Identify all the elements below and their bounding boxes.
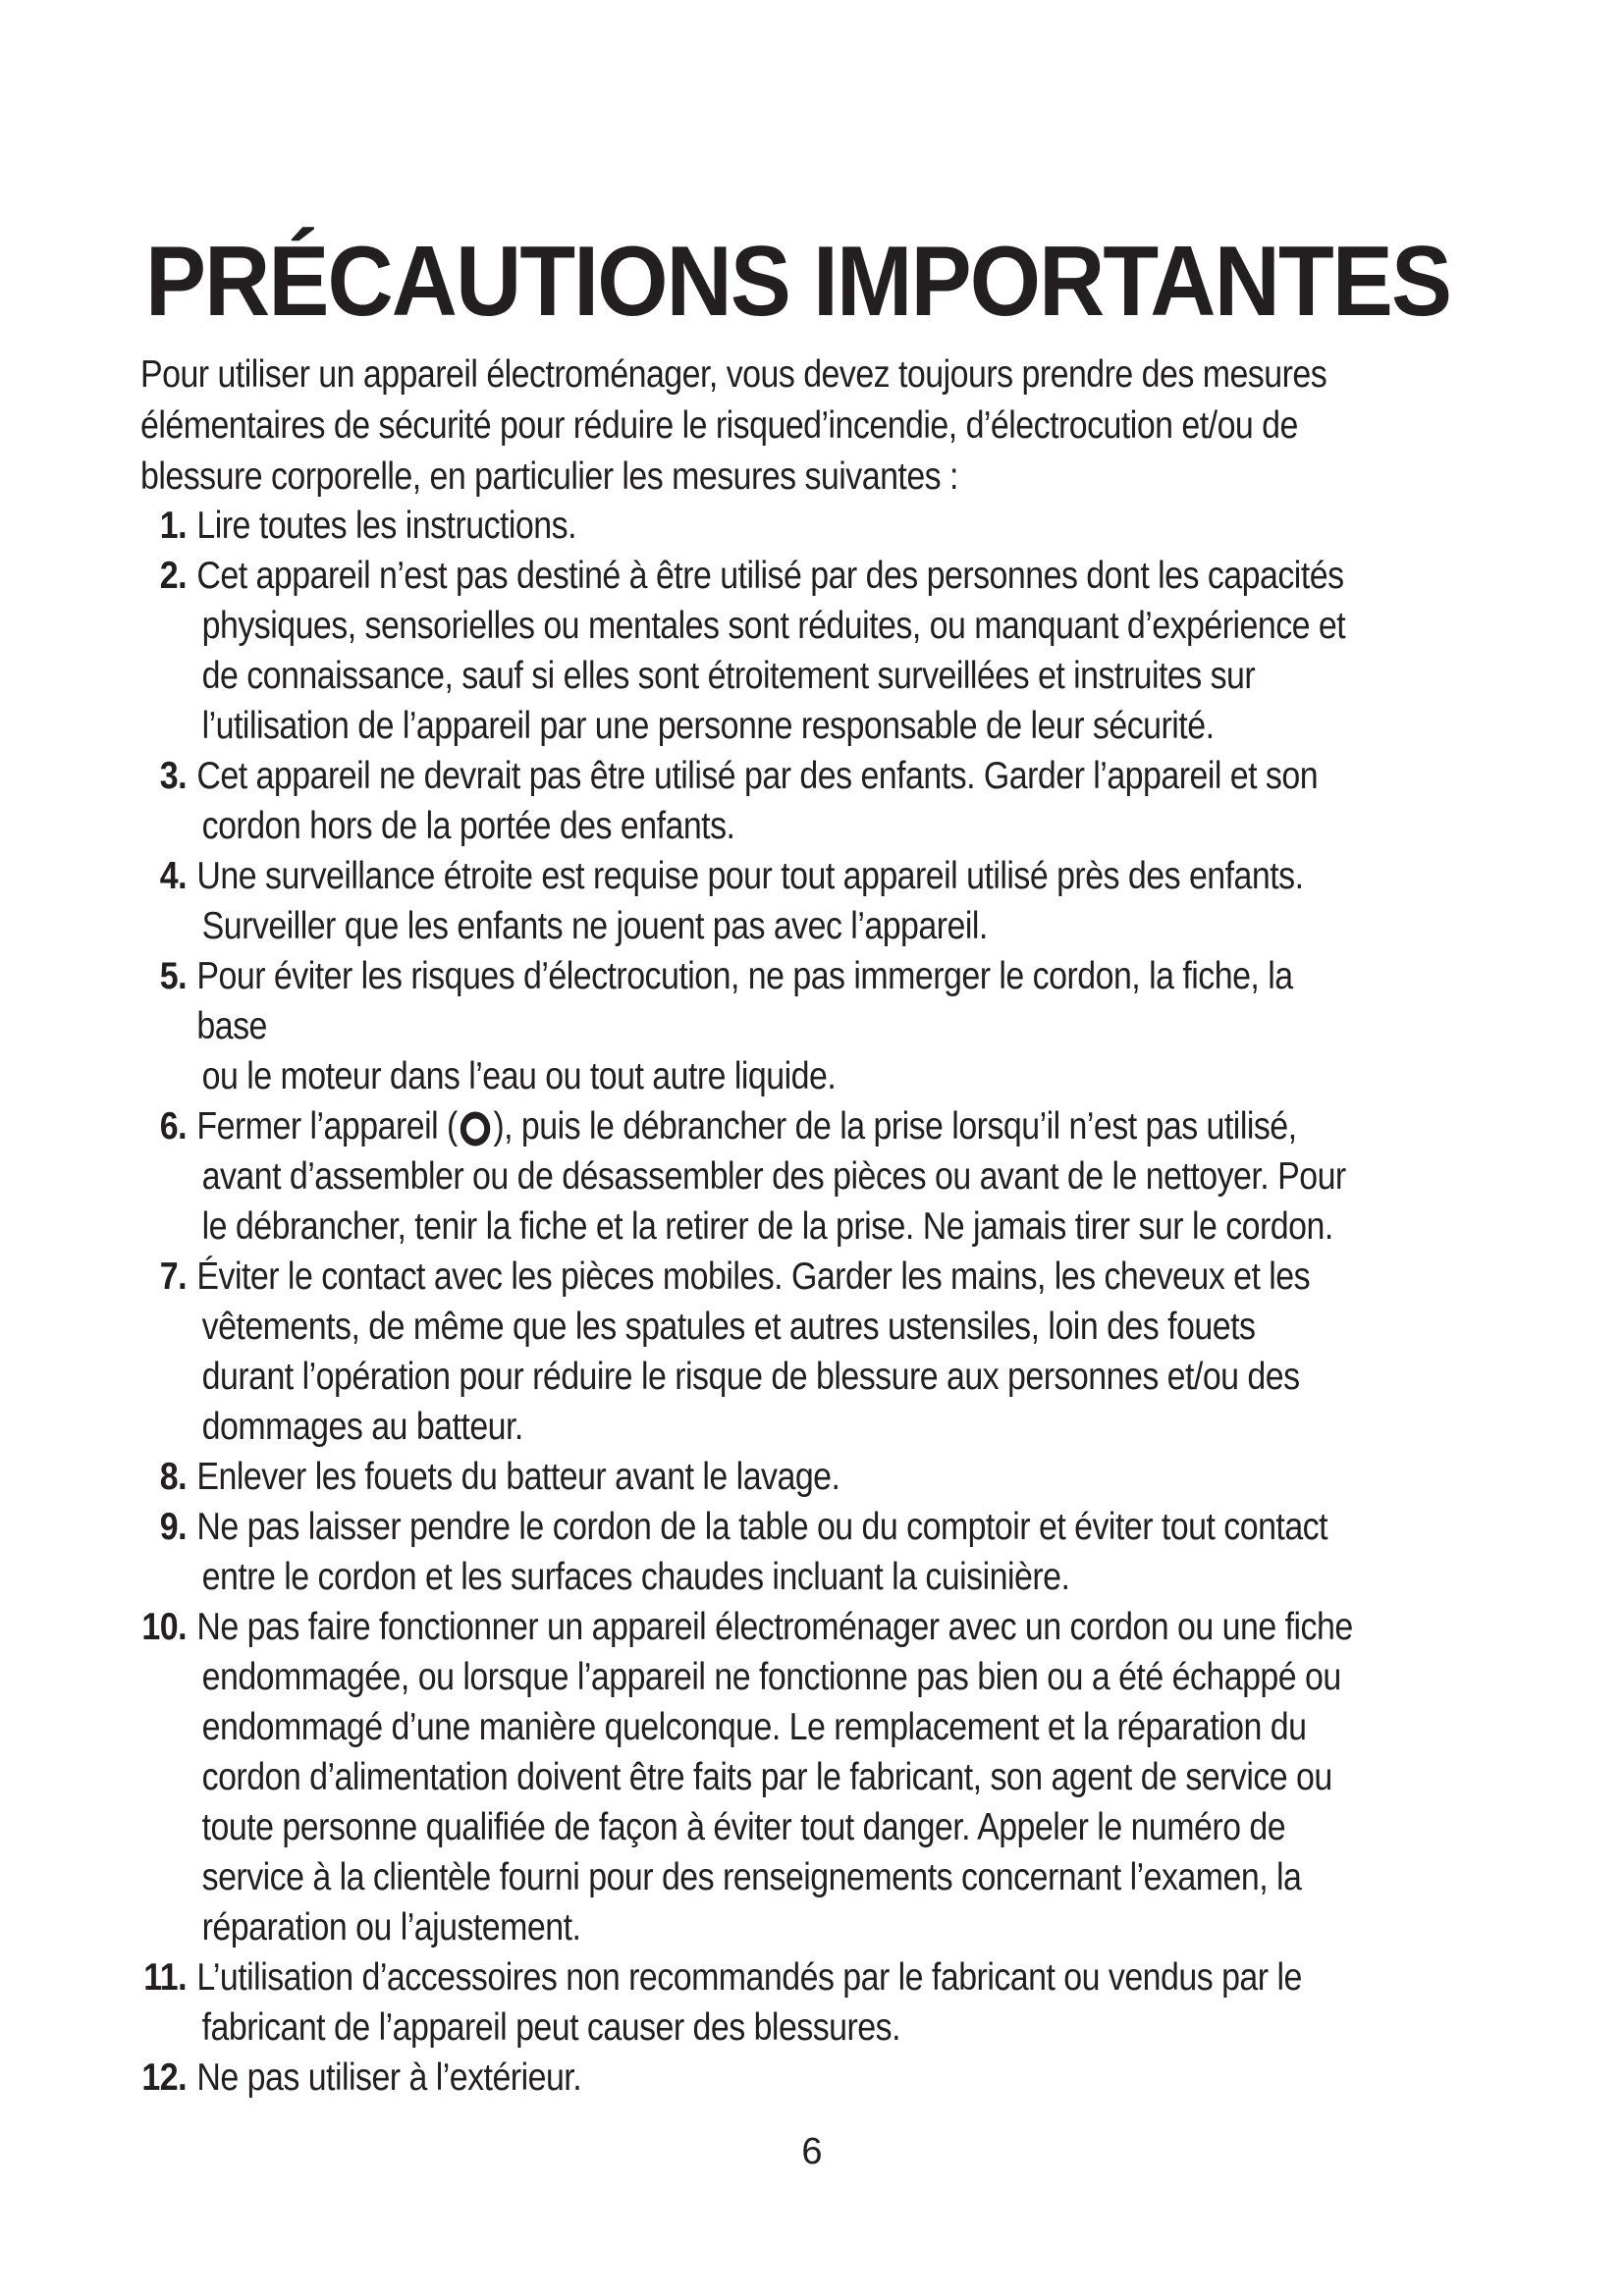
item-text	[196, 501, 1353, 551]
list-item	[140, 751, 1353, 851]
item-first-line: Cet appareil ne devrait pas être utilisé par des enfants. Garder l’appareil et son	[196, 755, 1319, 797]
item-first-line: Une surveillance étroite est requise pour tout appareil utilisé près des enfants.	[196, 855, 1304, 897]
item-text	[196, 1452, 1353, 1502]
item-text-before-icon: Fermer l’appareil (	[196, 1105, 458, 1148]
intro-paragraph: Pour utiliser un appareil électroménager, vous devez toujours prendre des mesures élémentaires de sécurité pour réduire le risqued’incendie, d’électrocution et/ou de blessure corporelle, en particulier les mesures suivantes :	[140, 353, 1327, 498]
list-item	[140, 501, 1353, 551]
safety-list	[140, 501, 1353, 2103]
item-number: 8.	[159, 1456, 187, 1498]
item-continuation: Surveiller que les enfants ne jouent pas avec l’appareil.	[201, 905, 988, 947]
item-number: 9.	[159, 1506, 187, 1548]
item-text-after-icon: ), puis le débrancher de la prise lorsqu’il n’est pas utilisé,	[493, 1105, 1297, 1148]
item-text	[196, 551, 1353, 751]
list-item	[140, 1602, 1353, 1952]
item-number: 10.	[141, 1606, 187, 1648]
page-title: PRÉCAUTIONS IMPORTANTES	[145, 227, 1451, 337]
item-text	[196, 1101, 1353, 1252]
item-number: 6.	[159, 1105, 187, 1148]
item-first-line	[196, 1105, 1296, 1148]
item-continuation: avant d’assembler ou de désassembler des pièces ou avant de le nettoyer. Pour le débrancher, tenir la fiche et la retirer de la prise. Ne jamais tirer sur le cordon.	[201, 1155, 1346, 1248]
item-continuation: vêtements, de même que les spatules et autres ustensiles, loin des fouets durant l’opération pour réduire le risque de blessure aux personnes et/ou des dommages au batteur.	[201, 1306, 1300, 1448]
item-first-line: Lire toutes les instructions.	[196, 505, 576, 547]
item-first-line: Ne pas utiliser à l’extérieur.	[196, 2056, 582, 2099]
item-first-line: L’utilisation d’accessoires non recommandés par le fabricant ou vendus par le	[196, 1956, 1302, 1999]
list-item	[140, 951, 1353, 1101]
list-item	[140, 1452, 1353, 1502]
item-continuation: cordon hors de la portée des enfants.	[201, 805, 735, 847]
item-number: 1.	[159, 505, 187, 547]
item-text	[196, 1952, 1353, 2053]
list-item	[140, 551, 1353, 751]
item-first-line: Ne pas faire fonctionner un appareil électroménager avec un cordon ou une fiche	[196, 1606, 1353, 1648]
item-continuation: ou le moteur dans l’eau ou tout autre liquide.	[201, 1055, 837, 1097]
item-text	[196, 1602, 1353, 1952]
item-continuation: endommagée, ou lorsque l’appareil ne fonctionne pas bien ou a été échappé ou endommagé d’une manière quelconque. Le remplacement et la réparation du cordon d’alimentation doivent être faits par le fabricant, son agent de service ou toute personne qualifiée de façon à éviter tout danger. Appeler le numéro de service à la clientèle fourni pour des renseignements concernant l’examen, la réparation ou l’ajustement.	[201, 1656, 1341, 1949]
power-off-icon	[460, 1110, 492, 1148]
list-item	[140, 851, 1353, 951]
item-text	[196, 951, 1353, 1101]
item-number: 2.	[159, 555, 187, 597]
item-text	[196, 751, 1353, 851]
item-number: 5.	[159, 955, 187, 997]
item-first-line: Éviter le contact avec les pièces mobiles. Garder les mains, les cheveux et les	[196, 1255, 1311, 1298]
item-number: 7.	[159, 1255, 187, 1298]
list-item	[140, 1502, 1353, 1602]
page-number: 6	[801, 2131, 823, 2172]
item-continuation: physiques, sensorielles ou mentales sont réduites, ou manquant d’expérience et de connaissance, sauf si elles sont étroitement surveillées et instruites sur l’utilisation de l’appareil par une personne responsable de leur sécurité.	[201, 605, 1346, 747]
item-text	[196, 1252, 1353, 1452]
item-text	[196, 1502, 1353, 1602]
list-item	[140, 1101, 1353, 1252]
item-number: 3.	[159, 755, 187, 797]
item-number: 4.	[159, 855, 187, 897]
item-continuation: entre le cordon et les surfaces chaudes incluant la cuisinière.	[201, 1556, 1070, 1598]
item-first-line: Ne pas laisser pendre le cordon de la table ou du comptoir et éviter tout contact	[196, 1506, 1328, 1548]
item-number: 12.	[141, 2056, 187, 2099]
item-text	[196, 851, 1353, 951]
item-continuation: fabricant de l’appareil peut causer des blessures.	[201, 2006, 901, 2049]
item-first-line: Cet appareil n’est pas destiné à être utilisé par des personnes dont les capacités	[196, 555, 1344, 597]
list-item	[140, 1952, 1353, 2053]
item-first-line: Pour éviter les risques d’électrocution, ne pas immerger le cordon, la fiche, la base	[196, 955, 1293, 1047]
list-item	[140, 1252, 1353, 1452]
item-first-line: Enlever les fouets du batteur avant le lavage.	[196, 1456, 840, 1498]
list-item	[140, 2053, 1353, 2103]
item-number: 11.	[143, 1956, 187, 1999]
item-text	[196, 2053, 1353, 2103]
